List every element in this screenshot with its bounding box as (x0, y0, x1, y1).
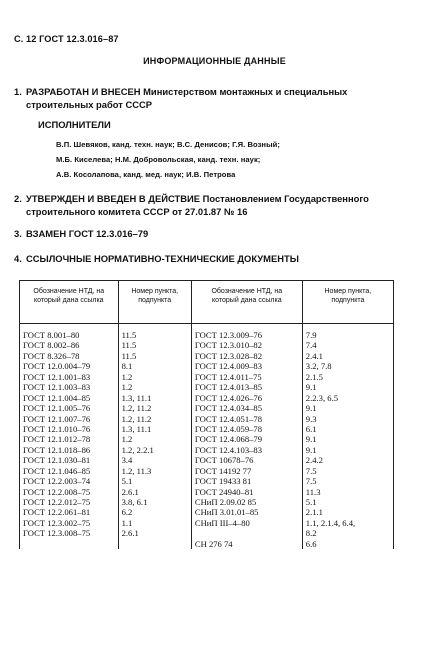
document-designation-cell (23, 539, 116, 549)
column-header-designation: Обозначение НТД, на который дана ссылка (191, 281, 302, 324)
clause-number-cell: 11.5 (121, 350, 137, 361)
clause-number-cell: 7.5 (305, 465, 317, 476)
document-designation-cell: ГОСТ 12.1.001–83 (23, 371, 91, 382)
clause-number-cell: 1.2 (121, 382, 133, 393)
document-designation-cell: ГОСТ 12.2.012–75 (23, 497, 91, 507)
document-designation-cell: ГОСТ 12.1.007–76 (23, 413, 91, 424)
section-text-continued: строительного комитета СССР от 27.01.87 № 16 (26, 206, 248, 217)
section-2 (14, 192, 416, 218)
document-designation-cell: ГОСТ 12.4.013–85 (194, 382, 263, 393)
clause-number-cell: 11.5 (121, 340, 137, 351)
document-designation-cell: ГОСТ 12.1.030–81 (23, 455, 91, 466)
clause-number-cell: 6.2 (121, 507, 133, 518)
document-designation-cell: ГОСТ 24940–81 (194, 486, 254, 497)
document-designation-cell: ГОСТ 12.0.004–79 (23, 361, 91, 372)
column-header-clause: Номер пункта, подпункта (302, 281, 393, 324)
clause-number-cell: 9.1 (305, 382, 317, 393)
column-header-designation: Обозначение НТД, на который дана ссылка (20, 281, 119, 324)
document-designation-cell: ГОСТ 12.2.061–81 (23, 507, 91, 518)
document-designation-cell: ГОСТ 12.3.008–75 (23, 528, 91, 539)
document-designation-cell: ГОСТ 12.1.010–76 (23, 423, 91, 434)
clause-number-cell: 1.2 (121, 371, 133, 382)
document-designation-cell: ГОСТ 12.4.059–78 (194, 423, 263, 434)
document-designation-cell: ГОСТ 12.1.012–78 (23, 434, 91, 445)
section-3 (14, 227, 416, 240)
clause-number-cell: 2.4.2 (305, 455, 323, 466)
section-number: 3. (14, 228, 22, 239)
document-designation-cell: ГОСТ 12.1.005–76 (23, 403, 91, 414)
document-designation-cell: СНиП III–4–80 (194, 517, 250, 528)
clause-number-cell: 1.2, 11.2 (121, 403, 152, 414)
clause-number-cell: 1.1, 2.1.4, 6.4, (305, 517, 356, 528)
clause-number-cell: 1.2 (121, 434, 133, 445)
document-designation-cell: ГОСТ 12.4.009–83 (194, 361, 263, 372)
document-designation-cell: ГОСТ 10678–76 (194, 455, 254, 466)
clause-number-cell: 7.5 (305, 476, 317, 487)
table-body-row (20, 324, 394, 550)
table-header-row (20, 281, 394, 324)
document-designation-cell: ГОСТ 12.4.034–85 (194, 403, 263, 414)
clause-number-cell: 6.6 (305, 538, 317, 549)
clause-number-cell: 7.9 (305, 330, 317, 340)
section-4 (14, 252, 416, 265)
clause-number-cell: 1.2, 11.3 (121, 465, 152, 476)
clause-number-cell: 1.3, 11.1 (121, 392, 152, 403)
document-designation-cell: ГОСТ 12.4.103–83 (194, 444, 263, 455)
clause-number-cell (122, 539, 189, 549)
document-designation-cell: ГОСТ 12.3.010–82 (194, 340, 263, 351)
document-designation-cell: ГОСТ 19433 81 (194, 476, 252, 487)
clause-number-cell: 9.1 (305, 444, 317, 455)
clause-number-cell: 9.1 (305, 403, 317, 414)
designation-column (191, 324, 302, 550)
section-text: Министерством монтажных и специальных (143, 86, 348, 97)
executor-line: В.П. Шевяков, канд. техн. наук; В.С. Денисов; Г.Я. Возный; (56, 140, 280, 149)
document-designation-cell: ГОСТ 12.4.011–75 (194, 371, 262, 382)
page-header: С. 12 ГОСТ 12.3.016–87 (14, 34, 119, 44)
clause-number-cell: 8.2 (305, 528, 317, 539)
clause-number-cell: 1.1 (121, 517, 133, 528)
clause-column (118, 324, 191, 550)
document-designation-cell: ГОСТ 12.1.003–83 (23, 382, 91, 393)
clause-number-cell: 7.4 (305, 340, 317, 351)
clause-number-cell: 5.1 (305, 497, 317, 507)
document-designation-cell: ГОСТ 12.3.002–75 (23, 517, 91, 528)
section-number: 2. (14, 193, 22, 204)
clause-number-cell: 11.3 (305, 486, 321, 497)
document-designation-cell (195, 528, 300, 538)
section-lead: УТВЕРЖДЕН И ВВЕДЕН В ДЕЙСТВИЕ (26, 193, 201, 204)
document-designation-cell: ГОСТ 12.1.004–85 (23, 392, 91, 403)
clause-number-cell: 3.4 (121, 455, 133, 466)
clause-number-cell: 3.8, 6.1 (121, 497, 148, 507)
document-designation-cell: ГОСТ 12.1.018–86 (23, 444, 91, 455)
clause-number-cell: 8.1 (121, 361, 133, 372)
clause-number-cell: 6.1 (305, 423, 317, 434)
document-designation-cell: СНиП 2.09.02 85 (194, 497, 257, 507)
document-designation-cell: ГОСТ 14192 77 (194, 465, 252, 476)
section-lead: ВЗАМЕН ГОСТ 12.3.016–79 (26, 228, 149, 239)
clause-number-cell: 9.3 (305, 413, 317, 424)
page-title: ИНФОРМАЦИОННЫЕ ДАННЫЕ (143, 56, 286, 66)
clause-number-cell: 2.2.3, 6.5 (305, 392, 339, 403)
document-designation-cell: ГОСТ 8.326–78 (23, 350, 80, 361)
section-text-continued: строительных работ СССР (26, 99, 153, 110)
section-number: 1. (14, 86, 22, 97)
designation-column (20, 324, 119, 550)
clause-number-cell: 1.2, 11.2 (121, 413, 152, 424)
section-text: Постановлением Государственного (202, 193, 369, 204)
clause-number-cell: 2.1.1 (305, 507, 323, 518)
clause-number-cell: 9.1 (305, 434, 317, 445)
executors-heading: ИСПОЛНИТЕЛИ (38, 119, 111, 130)
document-designation-cell: ГОСТ 12.2.008–75 (23, 486, 91, 497)
clause-number-cell: 2.6.1 (121, 486, 139, 497)
clause-number-cell: 2.1.5 (305, 371, 323, 382)
reference-documents-table (19, 280, 394, 549)
clause-number-cell: 3.2, 7.8 (305, 361, 332, 372)
executor-line: М.Б. Киселева; Н.М. Добровольская, канд. техн. наук; (56, 155, 261, 164)
section-lead: ССЫЛОЧНЫЕ НОРМАТИВНО-ТЕХНИЧЕСКИЕ ДОКУМЕНТЫ (26, 253, 299, 264)
clause-number-cell: 1.2, 2.2.1 (121, 444, 154, 455)
document-designation-cell: ГОСТ 12.1.046–85 (23, 465, 91, 476)
section-number: 4. (14, 253, 22, 264)
clause-number-cell: 1.3, 11.1 (121, 423, 152, 434)
clause-column (302, 324, 393, 550)
document-designation-cell: ГОСТ 12.4.026–76 (194, 392, 263, 403)
document-designation-cell: ГОСТ 12.3.028–82 (194, 350, 263, 361)
column-header-clause: Номер пункта, подпункта (118, 281, 191, 324)
document-designation-cell: СН 276 74 (194, 538, 233, 549)
clause-number-cell: 5.1 (121, 476, 133, 487)
document-designation-cell: ГОСТ 8.002–86 (23, 340, 80, 351)
section-lead: РАЗРАБОТАН И ВНЕСЕН (26, 86, 141, 97)
document-designation-cell: ГОСТ 12.2.003–74 (23, 476, 91, 487)
clause-number-cell: 2.6.1 (121, 528, 139, 539)
document-designation-cell: ГОСТ 12.3.009–76 (194, 330, 263, 340)
document-designation-cell: ГОСТ 8.001–80 (23, 330, 80, 340)
clause-number-cell: 2.4.1 (305, 350, 323, 361)
document-designation-cell: ГОСТ 12.4.051–78 (194, 413, 263, 424)
section-1 (14, 85, 416, 111)
executor-line: А.В. Косолапова, канд. мед. наук; И.В. Петрова (56, 170, 236, 179)
document-designation-cell: ГОСТ 12.4.068–79 (194, 434, 263, 445)
clause-number-cell: 11.5 (121, 330, 137, 340)
document-designation-cell: СНиП 3.01.01–85 (194, 507, 259, 518)
